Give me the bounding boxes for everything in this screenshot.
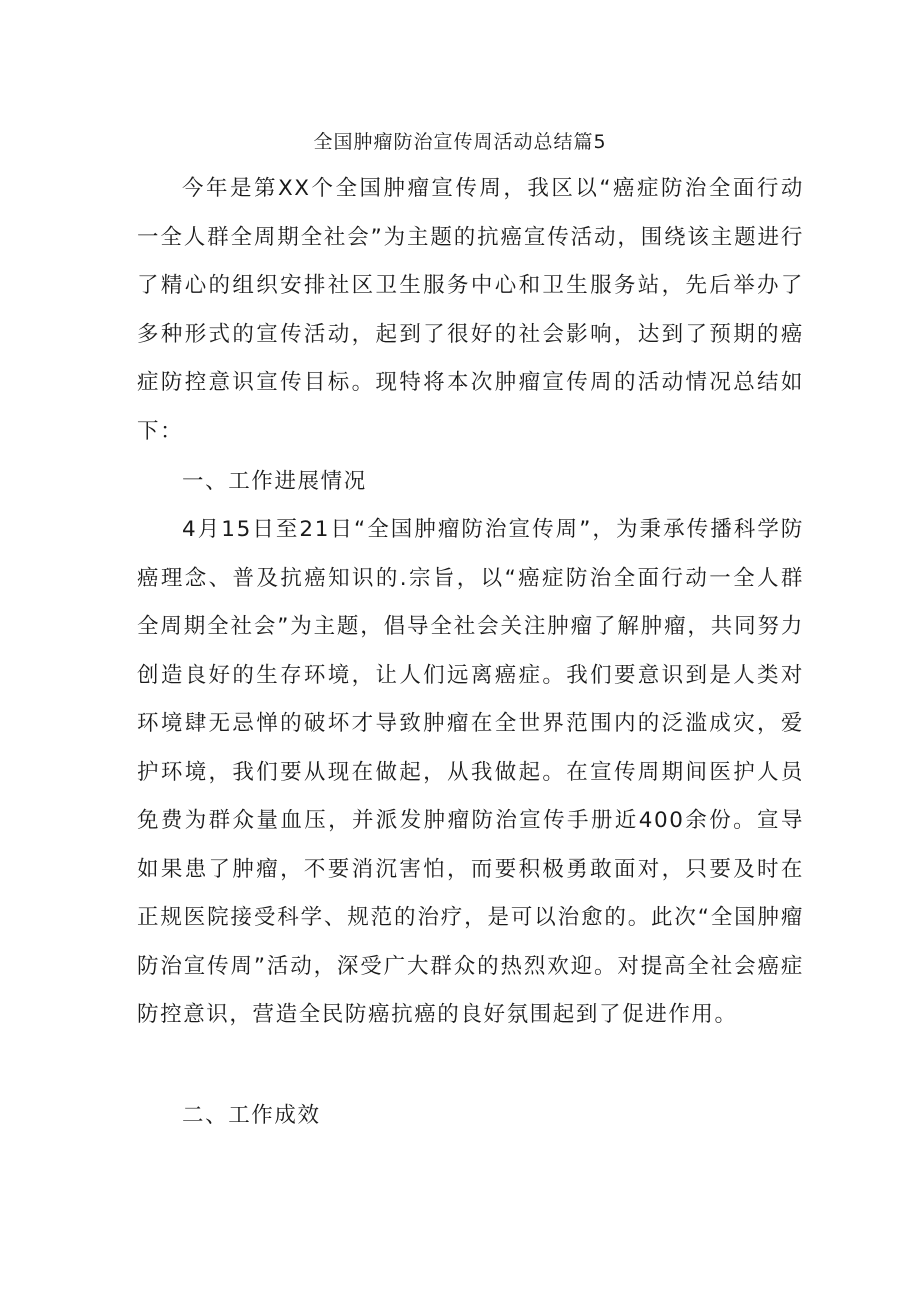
section-heading-progress: 一、工作进展情况 <box>182 469 367 494</box>
intro-paragraph-block <box>137 165 804 456</box>
progress-paragraph-block <box>137 506 804 1040</box>
section-heading-block-2 <box>137 1092 804 1141</box>
section-heading-results: 二、工作成效 <box>182 1103 321 1128</box>
intro-paragraph: 今年是第XX个全国肿瘤宣传周，我区以“癌症防治全面行动一全人群全周期全社会”为主题的抗癌宣传活动，围绕该主题进行了精心的组织安排社区卫生服务中心和卫生服务站，先后举办了多种形式的宣传活动，起到了很好的社会影响，达到了预期的癌症防控意识宣传目标。现特将本次肿瘤宣传周的活动情况总结如下： <box>137 176 804 444</box>
progress-paragraph: 4月15日至21日“全国肿瘤防治宣传周”，为秉承传播科学防癌理念、普及抗癌知识的.宗旨，以“癌症防治全面行动一全人群全周期全社会”为主题，倡导全社会关注肿瘤了解肿瘤，共同努力创造良好的生存环境，让人们远离癌症。我们要意识到是人类对环境肆无忌惮的破坏才导致肿瘤在全世界范围内的泛滥成灾，爱护环境，我们要从现在做起，从我做起。在宣传周期间医护人员免费为群众量血压，并派发肿瘤防治宣传手册近400余份。宣导如果患了肿瘤，不要消沉害怕，而要积极勇敢面对，只要及时在正规医院接受科学、规范的治疗，是可以治愈的。此次“全国肿瘤防治宣传周”活动，深受广大群众的热烈欢迎。对提高全社会癌症防控意识，营造全民防癌抗癌的良好氛围起到了促进作用。 <box>137 517 804 1027</box>
document-title: 全国肿瘤防治宣传周活动总结篇5 <box>313 131 607 153</box>
section-heading-block-1 <box>137 458 804 507</box>
